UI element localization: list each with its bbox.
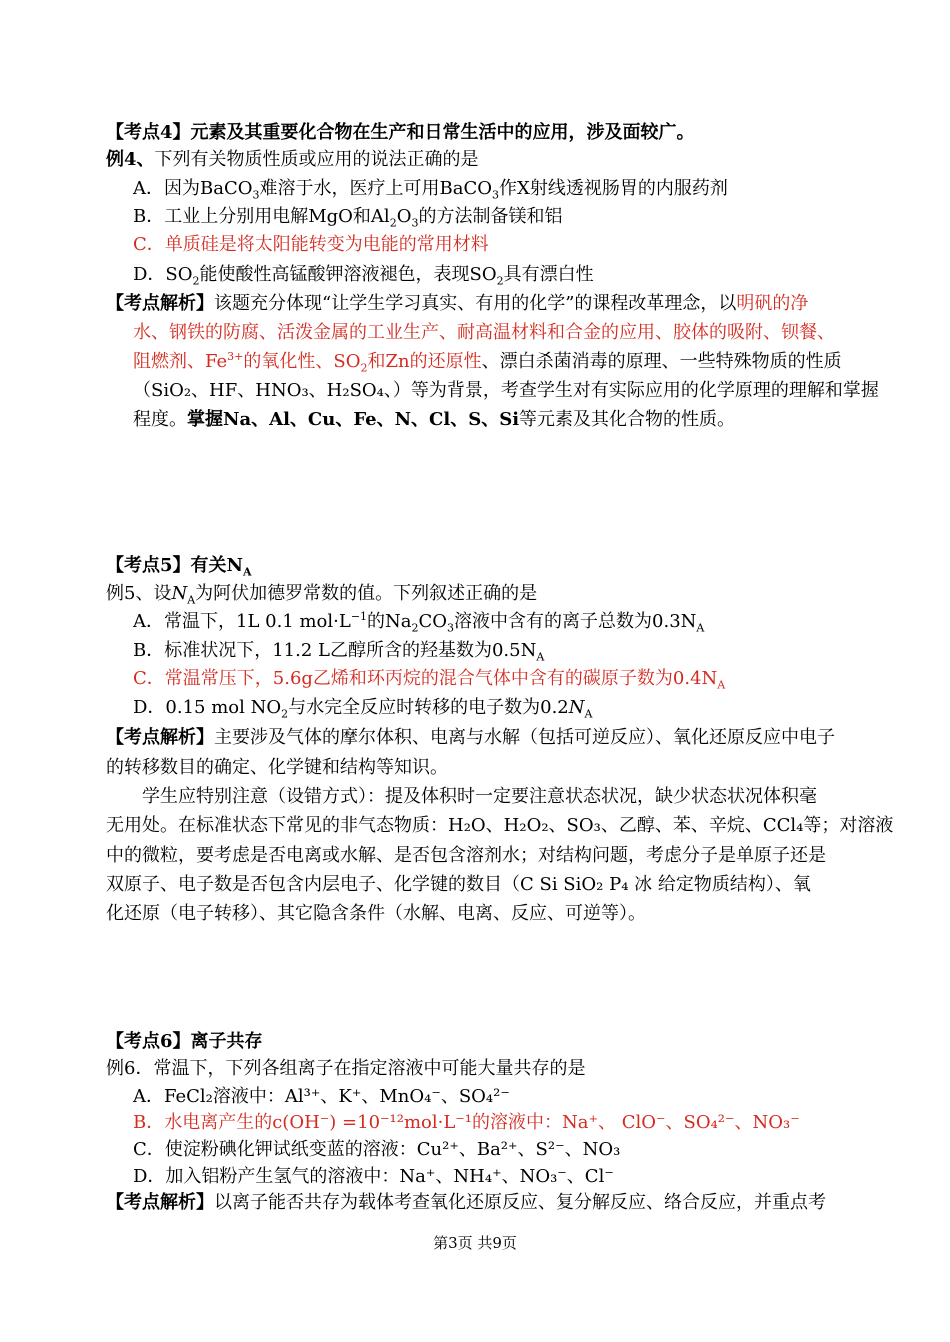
s5-option-c — [133, 668, 725, 690]
s5-analysis-label: 【考点解析】 — [106, 727, 214, 748]
s4-question — [106, 149, 479, 171]
s4-a-part3: 作X射线透视肠胃的内服药剂 — [499, 178, 728, 199]
sub-A: A — [187, 593, 196, 607]
s4-option-c: C．单质硅是将太阳能转变为电能的常用材料 — [133, 234, 489, 255]
s4-an5a: 程度。 — [133, 409, 187, 430]
sub-3: 3 — [411, 216, 419, 230]
s4-an1: 该题充分体现“让学生学习真实、有用的化学”的课程改革理念，以 — [214, 293, 737, 314]
s4-a-part2: 难溶于水，医疗上可用BaCO — [259, 178, 492, 199]
s5-para-line4: 双原子、电子数是否包含内层电子、化学键的数目（C Si SiO₂ P₄ 冰 给定物质结构）、氧 — [106, 874, 811, 895]
page-footer: 第3页 共9页 — [433, 1234, 517, 1252]
s5-d1: D．0.15 mol NO — [133, 697, 282, 718]
s4-an3a: 阻燃剂、Fe — [133, 351, 228, 372]
italic-N: N — [171, 583, 188, 604]
sub-A: A — [696, 621, 705, 635]
s4-b-part2: O — [396, 206, 412, 227]
s5-para-line5: 化还原（电子转移）、其它隐含条件（水解、电离、反应、可逆等）。 — [106, 903, 646, 924]
s5-para-line3: 中的微粒，要考虑是否电离或水解、是否包含溶剂水；对结构问题，考虑分子是单原子还是 — [106, 845, 826, 866]
s5-q1: 例5、设 — [106, 583, 172, 604]
s5-a4: 溶液中含有的离子总数为0.3N — [454, 611, 697, 632]
sub-2: 2 — [360, 361, 368, 375]
s4-a-part1: A．因为BaCO — [133, 178, 253, 199]
sup-3plus: 3+ — [227, 350, 244, 363]
s4-qno: 例4、 — [106, 149, 155, 170]
s4-analysis-label: 【考点解析】 — [106, 293, 214, 314]
sup-minus1: −1 — [350, 610, 368, 623]
s4-analysis-line1 — [106, 293, 808, 315]
s4-option-b — [133, 206, 562, 228]
s5-title-text: 【考点5】有关N — [106, 555, 243, 576]
s4-b-part3: 的方法制备镁和铝 — [418, 206, 563, 227]
s4-option-d — [133, 264, 594, 286]
sub-A: A — [536, 650, 545, 664]
sub-A: A — [717, 678, 726, 692]
s6-analysis-label: 【考点解析】 — [106, 1192, 214, 1213]
s4-d-part1: D．SO — [133, 264, 193, 285]
s4-an5c: 等元素及其化合物的性质。 — [519, 409, 736, 430]
s4-an3b: 的氧化性、SO — [243, 351, 361, 372]
s5-d2: 与水完全反应时转移的电子数为0.2 — [288, 697, 569, 718]
s5-b1: B．标准状况下，11.2 L乙醇所含的羟基数为0.5N — [133, 640, 537, 661]
sub-A: A — [584, 707, 593, 721]
s5-para-line1: 学生应特别注意（设错方式）：提及体积时一定要注意状态状况，缺少状态状况体积毫 — [142, 786, 817, 807]
s5-para-line2: 无用处。在标准状态下常见的非气态物质：H₂O、H₂O₂、SO₃、乙醇、苯、辛烷、CCl₄等；对溶液 — [106, 815, 894, 836]
sub-2: 2 — [496, 274, 504, 288]
s4-an3c: 和Zn的还原性 — [367, 351, 482, 372]
s6-question: 例6．常温下，下列各组离子在指定溶液中可能大量共存的是 — [106, 1058, 586, 1079]
s6-option-d: D．加入铝粉产生氢气的溶液中：Na⁺、NH₄⁺、NO₃⁻、Cl⁻ — [133, 1166, 614, 1187]
s6-analysis-line1 — [106, 1192, 826, 1214]
sub-3: 3 — [492, 188, 499, 202]
s5-option-a — [133, 611, 704, 633]
s4-an3d: 、漂白杀菌消毒的原理、一些特殊物质的性质 — [481, 351, 842, 372]
s5-option-d — [133, 697, 592, 719]
s4-analysis-line3 — [133, 351, 842, 373]
s4-an5b: 掌握Na、Al、Cu、Fe、N、Cl、S、Si — [187, 409, 520, 430]
sub-2: 2 — [192, 274, 200, 288]
s4-an1-red: 明矾的净 — [736, 293, 809, 314]
s6-option-c: C．使淀粉碘化钾试纸变蓝的溶液：Cu²⁺、Ba²⁺、S²⁻、NO₃ — [133, 1139, 621, 1160]
s6-title: 【考点6】离子共存 — [106, 1031, 263, 1052]
s4-title: 【考点4】元素及其重要化合物在生产和日常生活中的应用，涉及面较广。 — [106, 122, 695, 143]
s4-option-a — [133, 178, 728, 200]
s5-option-b — [133, 640, 544, 662]
s4-d-part3: 具有漂白性 — [503, 264, 594, 285]
s5-c1: C．常温常压下，5.6g乙烯和环丙烷的混合气体中含有的碳原子数为0.4N — [133, 668, 718, 689]
s4-b-part1: B．工业上分别用电解MgO和Al — [133, 206, 390, 227]
s5-q2: 为阿伏加德罗常数的值。下列叙述正确的是 — [195, 583, 538, 604]
sub-3: 3 — [252, 188, 260, 202]
s5-a1: A．常温下，1L 0.1 mol·L — [133, 611, 351, 632]
sub-2: 2 — [389, 216, 397, 230]
sub-2: 2 — [281, 707, 289, 721]
s5-a3: CO — [418, 611, 448, 632]
s5-title — [106, 555, 252, 577]
sub-A: A — [242, 565, 252, 579]
s4-analysis-line2: 水、钢铁的防腐、活泼金属的工业生产、耐高温材料和合金的应用、胶体的吸附、钡餐、 — [133, 322, 835, 343]
s4-analysis-line4: （SiO₂、HF、HNO₃、H₂SO₄、）等为背景，考查学生对有实际应用的化学原理的理解和掌握 — [133, 380, 879, 401]
s4-qtext: 下列有关物质性质或应用的说法正确的是 — [154, 149, 479, 170]
sub-2: 2 — [411, 621, 419, 635]
s6-option-a: A．FeCl₂溶液中：Al³⁺、K⁺、MnO₄⁻、SO₄²⁻ — [133, 1086, 510, 1107]
s4-d-part2: 能使酸性高锰酸钾溶液褪色，表现SO — [199, 264, 497, 285]
s5-an1: 主要涉及气体的摩尔体积、电离与水解（包括可逆反应）、氧化还原反应中电子 — [214, 727, 835, 748]
s6-option-b: B．水电离产生的c(OH⁻) =10⁻¹²mol·L⁻¹的溶液中：Na⁺、 ClO⁻、SO₄²⁻、NO₃⁻ — [133, 1112, 800, 1133]
s5-analysis-line2: 的转移数目的确定、化学键和结构等知识。 — [106, 757, 448, 778]
sub-3: 3 — [447, 621, 455, 635]
s4-analysis-line5 — [133, 409, 735, 431]
s5-question — [106, 583, 537, 605]
s5-a2: 的Na — [367, 611, 412, 632]
s5-analysis-line1 — [106, 727, 835, 749]
italic-N: N — [568, 697, 585, 718]
s6-an1: 以离子能否共存为载体考查氧化还原反应、复分解反应、络合反应，并重点考 — [214, 1192, 826, 1213]
